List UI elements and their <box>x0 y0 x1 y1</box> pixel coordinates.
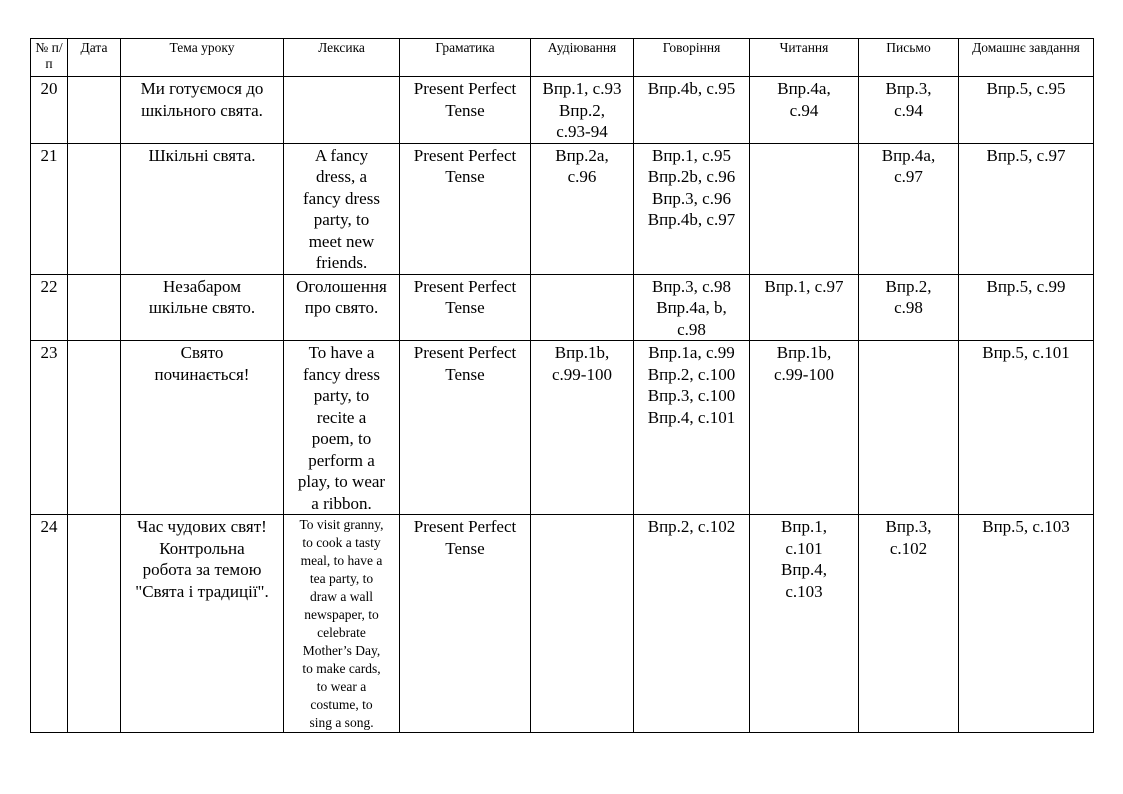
header-listening: Аудіювання <box>531 39 634 77</box>
cell-vocabulary <box>284 341 400 515</box>
cell-speaking <box>634 515 750 733</box>
cell-topic <box>121 274 284 341</box>
cell-line: newspaper, to <box>304 607 379 622</box>
cell-line: Впр.1a, с.99 <box>648 343 735 362</box>
cell-line: с.96 <box>567 167 597 186</box>
cell-line: починається! <box>154 364 250 384</box>
cell-line: Оголошення <box>296 276 387 296</box>
cell-vocabulary <box>284 274 400 341</box>
cell-reading <box>750 274 859 341</box>
header-number: № п/п <box>31 39 68 77</box>
cell-line: Впр.1, с.95 <box>652 145 731 165</box>
cell-number: 22 <box>31 274 68 341</box>
cell-line: с.94 <box>894 100 923 120</box>
cell-line: с.97 <box>894 167 923 186</box>
cell-line: Впр.5, с.99 <box>986 276 1066 296</box>
cell-line: шкільне свято. <box>148 298 256 317</box>
cell-line: Впр.3, <box>885 517 932 536</box>
cell-line: meal, to have a <box>300 553 383 568</box>
cell-line: sing a song. <box>309 715 374 730</box>
table-body <box>31 77 1094 733</box>
cell-line: Впр.3, <box>885 79 932 98</box>
cell-line: to make cards, <box>302 661 381 676</box>
cell-line: Впр.2a, <box>555 145 609 165</box>
cell-line: a ribbon. <box>311 493 372 513</box>
cell-line: Свято <box>180 343 224 362</box>
cell-date <box>68 77 121 144</box>
cell-line: Впр.3, с.98 <box>652 276 731 296</box>
cell-line: Впр.1b, <box>776 343 832 362</box>
cell-line: perform a <box>308 450 375 470</box>
cell-line: с.98 <box>677 319 706 339</box>
cell-line: с.93-94 <box>556 122 608 141</box>
lesson-plan-table <box>30 38 1094 733</box>
table-row <box>31 143 1094 274</box>
cell-line: с.99-100 <box>774 364 834 384</box>
cell-line: Впр.5, с.103 <box>982 517 1070 536</box>
cell-date <box>68 341 121 515</box>
cell-line: Mother’s Day, <box>302 643 381 658</box>
cell-line: Контрольна <box>159 538 245 558</box>
cell-line: Впр.5, с.95 <box>986 79 1066 98</box>
cell-line: Впр.4, <box>781 560 827 579</box>
cell-reading <box>750 77 859 144</box>
cell-vocabulary <box>284 143 400 274</box>
cell-number: 23 <box>31 341 68 515</box>
cell-line: Впр.1, с.97 <box>764 276 844 296</box>
cell-line: Tense <box>445 167 485 186</box>
cell-line: fancy dress <box>303 188 380 208</box>
cell-line: Впр.4a, b, <box>656 298 727 317</box>
cell-line: Впр.4b, с.97 <box>647 210 736 229</box>
cell-date <box>68 274 121 341</box>
cell-line: Впр.4a, <box>777 79 831 98</box>
cell-line: friends. <box>315 253 368 272</box>
cell-line: с.99-100 <box>552 364 612 384</box>
cell-writing <box>859 143 959 274</box>
table-row <box>31 515 1094 733</box>
cell-line: To have a <box>308 343 375 362</box>
cell-number: 20 <box>31 77 68 144</box>
cell-homework <box>959 341 1094 515</box>
cell-listening <box>531 274 634 341</box>
cell-line: Шкільні свята. <box>148 145 256 165</box>
cell-reading <box>750 341 859 515</box>
cell-vocabulary <box>284 77 400 144</box>
cell-line: Впр.2, с.100 <box>647 364 736 384</box>
header-speaking: Говоріння <box>634 39 750 77</box>
cell-speaking <box>634 274 750 341</box>
cell-line: To visit granny, <box>299 517 384 532</box>
cell-line: to wear a <box>316 679 367 694</box>
cell-line: Впр.3, с.96 <box>652 188 731 208</box>
cell-homework <box>959 77 1094 144</box>
cell-line: Ми готуємося до <box>140 79 264 98</box>
cell-line: Tense <box>445 538 485 558</box>
table-row <box>31 274 1094 341</box>
cell-line: recite a <box>316 407 367 427</box>
cell-line: Впр.4a, <box>881 145 936 165</box>
cell-line: celebrate <box>317 625 366 640</box>
cell-line: Впр.1, <box>781 517 827 536</box>
cell-line: робота за темою <box>142 560 262 579</box>
cell-line: Present Perfect <box>413 343 517 362</box>
cell-homework <box>959 515 1094 733</box>
cell-writing <box>859 341 959 515</box>
cell-line: Tense <box>445 364 485 384</box>
cell-line: draw a wall <box>310 589 373 604</box>
cell-grammar <box>400 143 531 274</box>
cell-line: Впр.5, с.97 <box>986 145 1066 165</box>
header-writing: Письмо <box>859 39 959 77</box>
cell-line: с.94 <box>789 100 819 120</box>
table-row <box>31 77 1094 144</box>
cell-date <box>68 143 121 274</box>
cell-line: Present Perfect <box>413 517 517 536</box>
cell-line: с.102 <box>889 538 928 558</box>
cell-speaking <box>634 143 750 274</box>
cell-line: Tense <box>445 100 485 120</box>
header-date: Дата <box>68 39 121 77</box>
cell-number: 21 <box>31 143 68 274</box>
cell-line: про свято. <box>304 298 379 317</box>
table-header <box>31 39 1094 77</box>
header-grammar: Граматика <box>400 39 531 77</box>
cell-line: Впр.2, с.102 <box>647 517 736 536</box>
cell-date <box>68 515 121 733</box>
cell-line: Впр.2, <box>559 100 605 120</box>
cell-grammar <box>400 274 531 341</box>
cell-topic <box>121 515 284 733</box>
cell-reading <box>750 143 859 274</box>
cell-line: "Свята і традиції". <box>135 581 269 601</box>
cell-topic <box>121 341 284 515</box>
header-reading: Читання <box>750 39 859 77</box>
cell-line: party, to <box>313 386 370 405</box>
cell-line: costume, to <box>310 697 373 712</box>
cell-homework <box>959 143 1094 274</box>
cell-line: Впр.4b, с.95 <box>647 79 736 98</box>
cell-speaking <box>634 341 750 515</box>
cell-line: Впр.5, с.101 <box>982 343 1070 362</box>
cell-line: to cook a tasty <box>302 535 381 550</box>
cell-line: с.101 <box>785 538 823 558</box>
cell-speaking <box>634 77 750 144</box>
cell-line: Впр.4, с.101 <box>647 407 736 427</box>
cell-writing <box>859 77 959 144</box>
cell-line: шкільного свята. <box>141 100 263 120</box>
cell-line: fancy dress <box>303 364 380 384</box>
cell-writing <box>859 274 959 341</box>
cell-topic <box>121 77 284 144</box>
cell-writing <box>859 515 959 733</box>
cell-number: 24 <box>31 515 68 733</box>
cell-vocabulary <box>284 515 400 733</box>
cell-line: с.98 <box>894 298 923 317</box>
cell-homework <box>959 274 1094 341</box>
cell-listening <box>531 143 634 274</box>
cell-line: dress, a <box>316 167 367 186</box>
cell-line: play, to wear <box>297 472 386 491</box>
cell-line: Впр.1b, <box>554 343 610 362</box>
cell-topic <box>121 143 284 274</box>
cell-line: Впр.2, <box>885 276 932 296</box>
table-row <box>31 341 1094 515</box>
cell-reading <box>750 515 859 733</box>
header-topic: Тема уроку <box>121 39 284 77</box>
header-vocabulary: Лексика <box>284 39 400 77</box>
cell-listening <box>531 341 634 515</box>
cell-grammar <box>400 341 531 515</box>
cell-line: Present Perfect <box>413 145 517 165</box>
header-homework: Домашнє завдання <box>959 39 1094 77</box>
header-row <box>31 39 1094 77</box>
cell-line: meet new <box>308 231 375 251</box>
cell-line: poem, to <box>311 429 372 448</box>
cell-line: Present Perfect <box>413 276 517 296</box>
cell-line: с.103 <box>785 581 823 601</box>
cell-listening <box>531 77 634 144</box>
cell-line: Впр.3, с.100 <box>647 386 736 405</box>
cell-line: party, to <box>313 210 370 229</box>
cell-grammar <box>400 77 531 144</box>
cell-grammar <box>400 515 531 733</box>
cell-line: Впр.2b, с.96 <box>647 167 736 186</box>
cell-line: Tense <box>445 298 485 317</box>
cell-line: A fancy <box>314 145 369 165</box>
cell-line: Час чудових свят! <box>137 517 267 536</box>
cell-line: Незабаром <box>163 276 241 296</box>
cell-line: Впр.1, с.93 <box>542 79 622 98</box>
cell-line: tea party, to <box>309 571 374 586</box>
cell-listening <box>531 515 634 733</box>
cell-line: Present Perfect <box>413 79 517 98</box>
